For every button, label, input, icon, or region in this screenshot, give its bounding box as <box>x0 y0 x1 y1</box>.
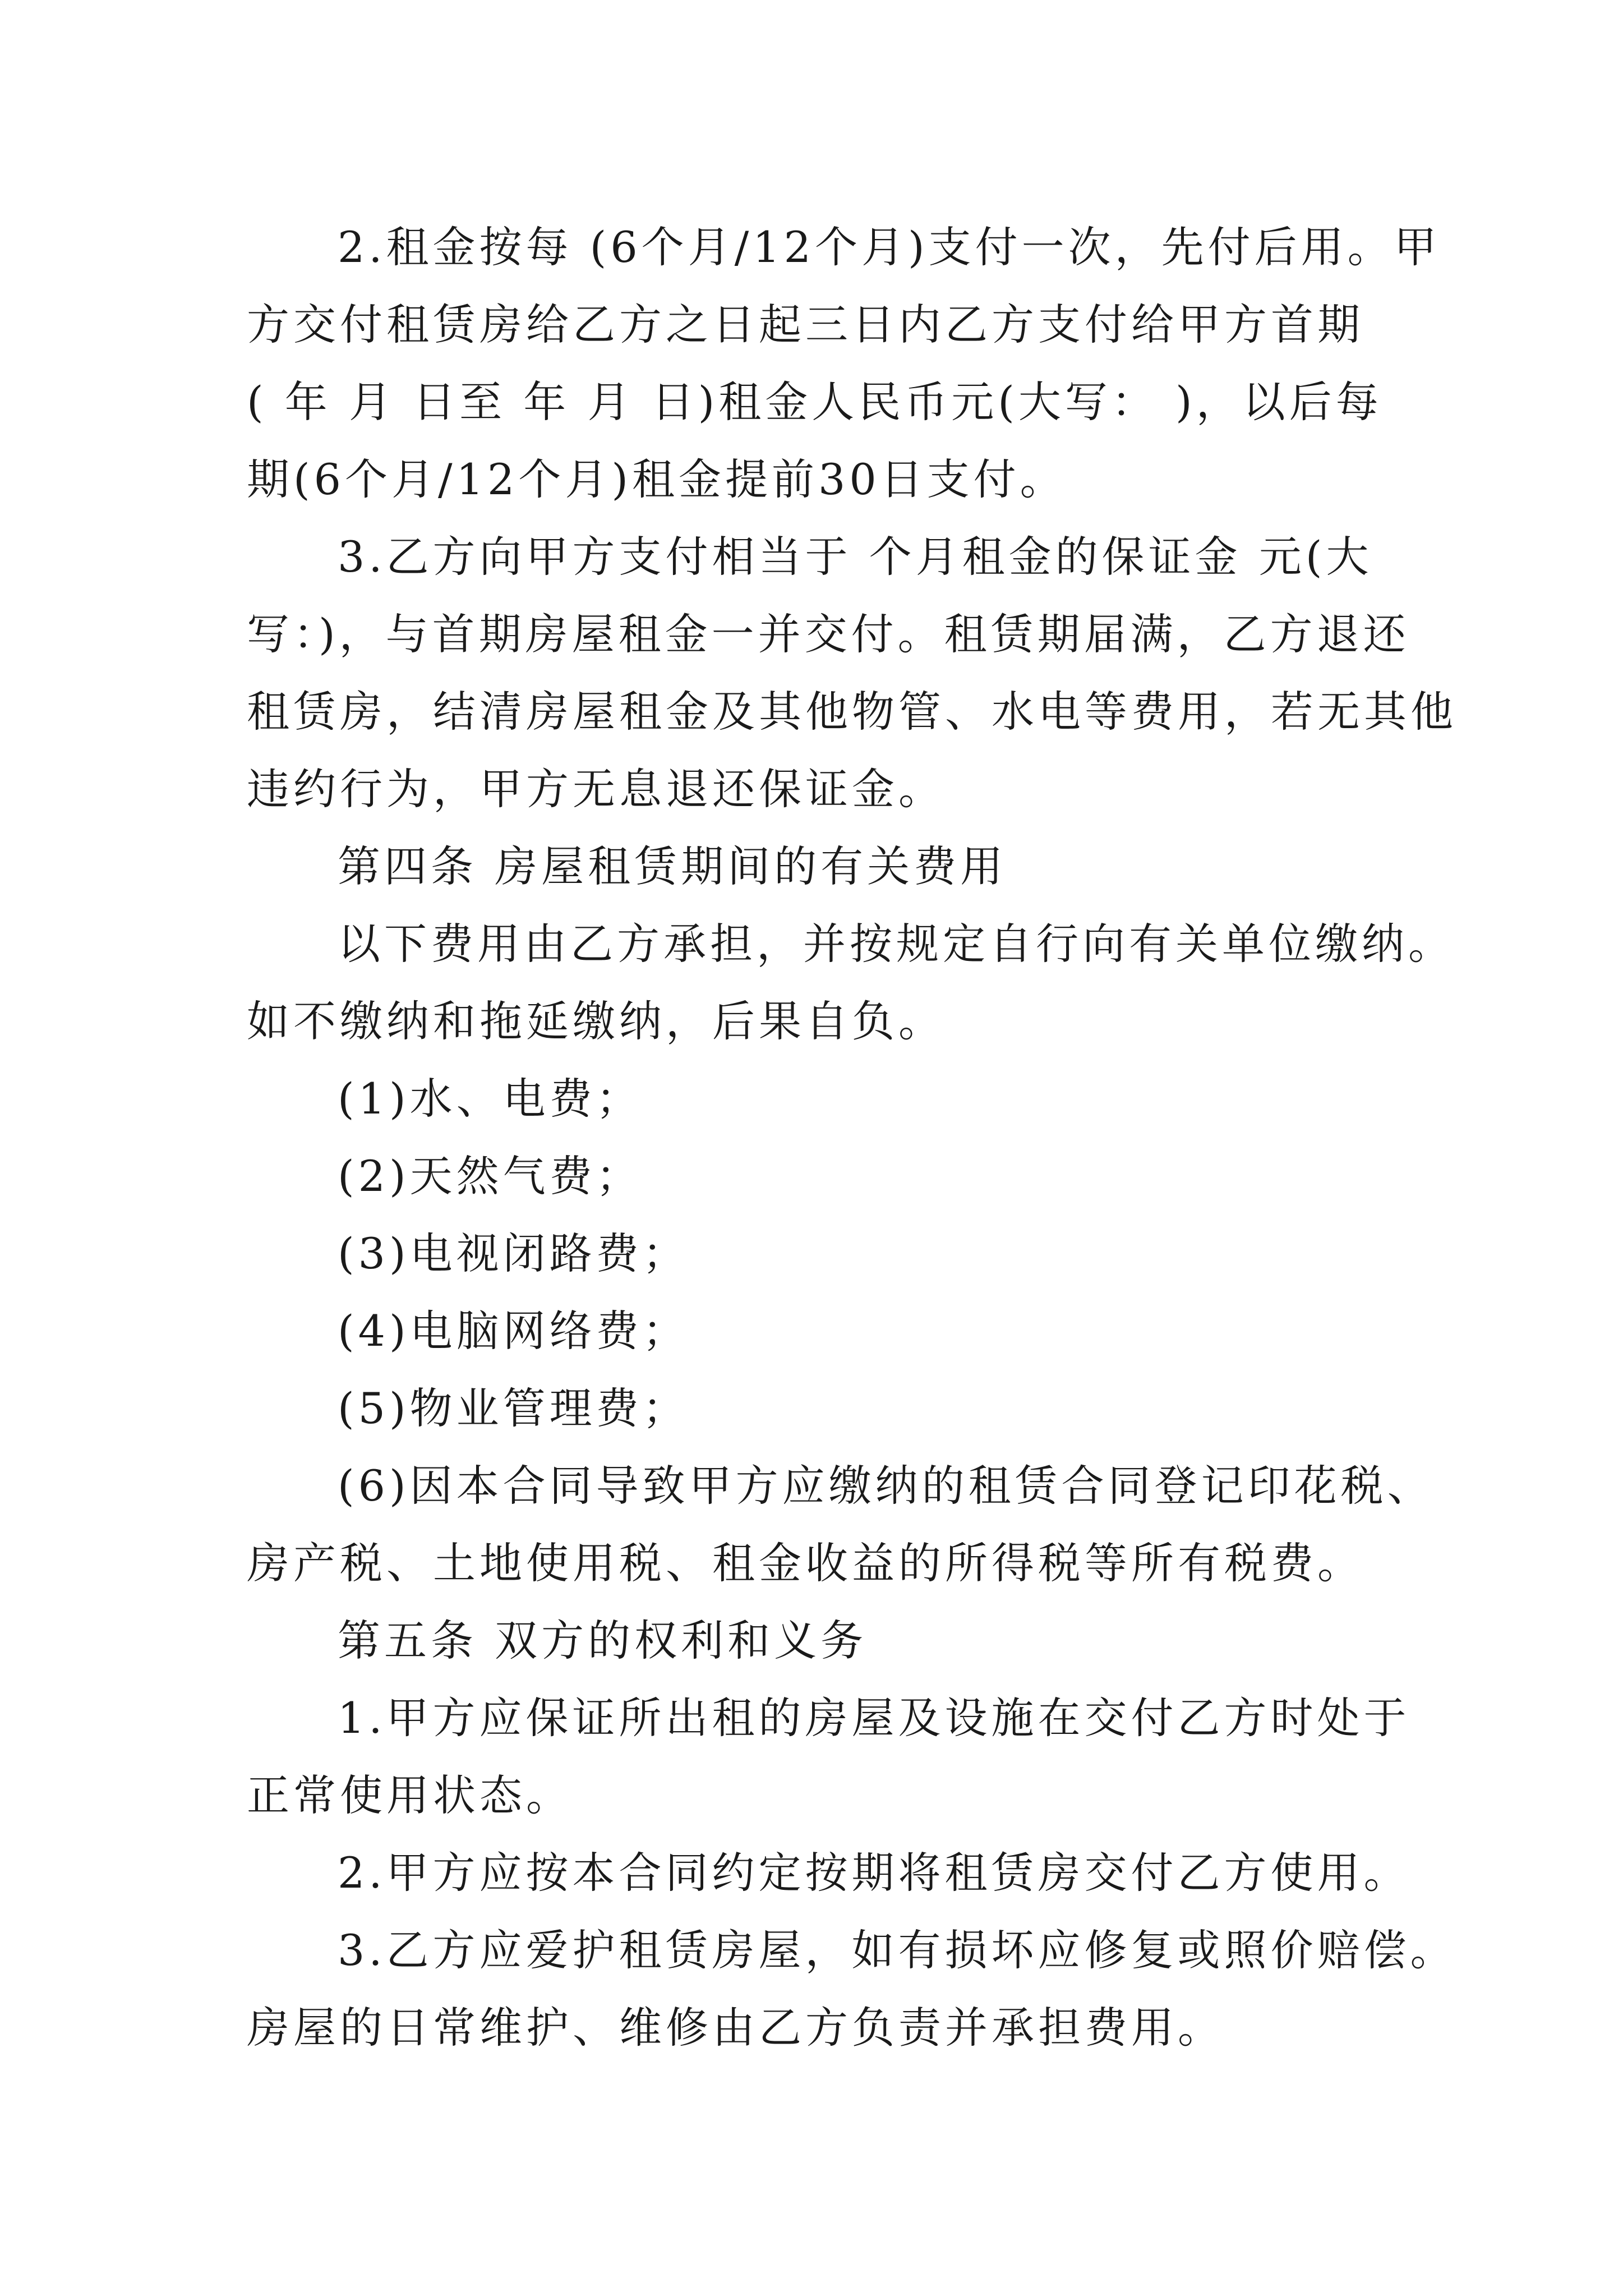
text-line: 正常使用状态。 <box>247 1770 573 1820</box>
text-line: 写：)，与首期房屋租金一并交付。租赁期届满，乙方退还 <box>247 609 1410 659</box>
text-line: 违约行为，甲方无息退还保证金。 <box>247 764 945 814</box>
section-heading: 第五条 双方的权利和义务 <box>338 1616 868 1665</box>
list-item: (1)水、电费； <box>338 1074 643 1124</box>
section-heading: 第四条 房屋租赁期间的有关费用 <box>338 841 1007 891</box>
list-item: (5)物业管理费； <box>338 1383 689 1433</box>
list-item: (4)电脑网络费； <box>338 1306 689 1356</box>
list-item: (3)电视闭路费； <box>338 1228 689 1278</box>
text-line: 房产税、土地使用税、租金收益的所得税等所有税费。 <box>247 1538 1364 1588</box>
text-line: 以下费用由乙方承担，并按规定自行向有关单位缴纳。 <box>338 919 1455 969</box>
list-item: (2)天然气费； <box>338 1151 643 1201</box>
text-line: 房屋的日常维护、维修由乙方负责并承担费用。 <box>247 2003 1224 2053</box>
document-page <box>247 209 1457 2067</box>
text-line: 2.租金按每 (6个月/12个月)支付一次，先付后用。甲 <box>338 222 1441 272</box>
list-item: (6)因本合同导致甲方应缴纳的租赁合同登记印花税、 <box>338 1461 1434 1511</box>
text-line: 2.甲方应按本合同约定按期将租赁房交付乙方使用。 <box>338 1848 1410 1898</box>
text-line: ( 年 月 日至 年 月 日)租金人民币元(大写： )，以后每 <box>247 377 1382 427</box>
text-line: 3.乙方应爱护租赁房屋，如有损坏应修复或照价赔偿。 <box>338 1925 1457 1975</box>
text-line: 3.乙方向甲方支付相当于 个月租金的保证金 元(大 <box>338 532 1373 582</box>
text-line: 方交付租赁房给乙方之日起三日内乙方支付给甲方首期 <box>247 300 1364 349</box>
text-line: 租赁房，结清房屋租金及其他物管、水电等费用，若无其他 <box>247 687 1457 737</box>
text-line: 1.甲方应保证所出租的房屋及设施在交付乙方时处于 <box>338 1693 1410 1743</box>
text-line: 如不缴纳和拖延缴纳，后果自负。 <box>247 996 945 1046</box>
text-line: 期(6个月/12个月)租金提前30日支付。 <box>247 454 1067 504</box>
